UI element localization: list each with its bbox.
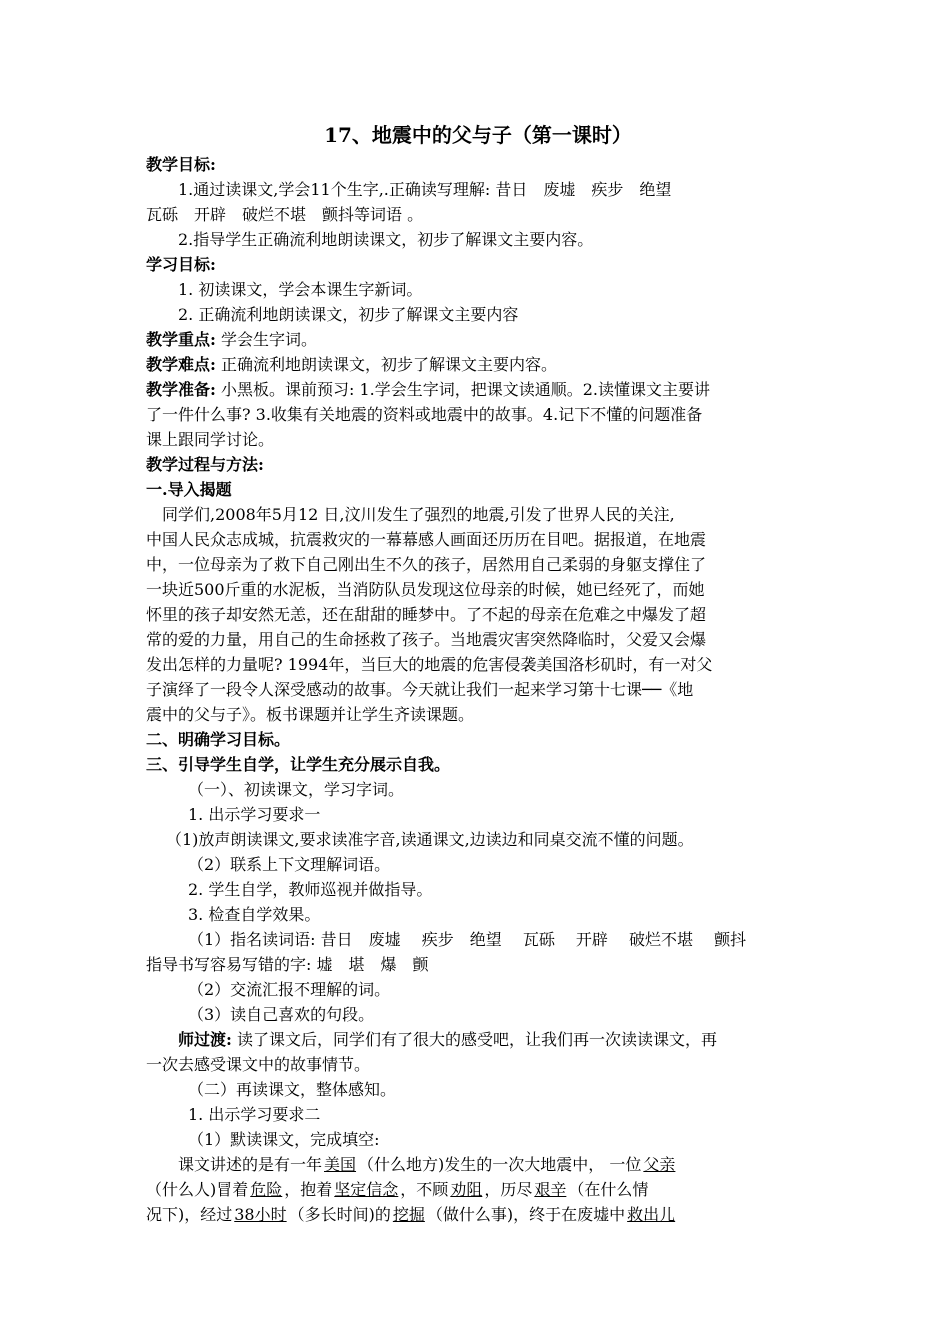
section-2-heading: 二、明确学习目标。: [146, 730, 291, 749]
preparation-line-1: [146, 377, 810, 402]
learning-goal-1: 1. 初读课文，学会本课生字新词。: [178, 280, 423, 299]
fill-answer: 美国: [324, 1155, 357, 1174]
part-1-heading: （一）、初读课文，学习字词。: [188, 780, 405, 799]
fill-line-1: [146, 1152, 810, 1177]
section-1-heading: 一.导入揭题: [146, 480, 232, 499]
goal-2: 2.指导学生正确流利地朗读课文，初步了解课文主要内容。: [178, 230, 594, 249]
intro-line: 震中的父与子》。板书课题并让学生齐读课题。: [146, 705, 475, 724]
fill-text: ，抱着: [284, 1180, 333, 1199]
intro-line: 一块近500斤重的水泥板，当消防队员发现这位母亲的时候，她已经死了，而她: [146, 580, 705, 599]
fill-text: （多长时间)的: [288, 1205, 391, 1224]
preparation-line-2: 了一件什么事? 3.收集有关地震的资料或地震中的故事。4.记下不懂的问题准备: [146, 405, 703, 424]
intro-line: 中，一位母亲为了救下自己刚出生不久的孩子，居然用自己柔弱的身躯支撑住了: [146, 555, 707, 574]
fill-text: ，不顾: [400, 1180, 449, 1199]
fill-line-2: [146, 1177, 810, 1202]
difficult-point: [146, 352, 810, 377]
fill-text: （什么人)冒着: [146, 1180, 249, 1199]
fill-text: 课文讲述的是有一年: [178, 1155, 323, 1174]
transition-label: 师过渡:: [178, 1030, 232, 1049]
preparation-text: 小黑板。课前预习: 1.学会生字词，把课文读通顺。2.读懂课文主要讲: [215, 380, 711, 399]
intro-line: 怀里的孩子却安然无恙，还在甜甜的睡梦中。了不起的母亲在危难之中爆发了超: [146, 605, 707, 624]
key-point-text: 学会生字词。: [215, 330, 318, 349]
difficult-point-text: 正确流利地朗读课文，初步了解课文主要内容。: [215, 355, 558, 374]
fill-text: 况下)，经过: [146, 1205, 233, 1224]
difficult-point-label: 教学难点:: [146, 355, 216, 374]
preparation-line-3: 课上跟同学讨论。: [146, 430, 275, 449]
part-1-step-3-item-3: （3）读自己喜欢的句段。: [188, 1005, 375, 1024]
transition-text: 读了课文后，同学们有了很大的感受吧，让我们再一次读读课文，再: [231, 1030, 718, 1049]
fill-answer: 劝阻: [450, 1180, 483, 1199]
learning-goals-heading: 学习目标:: [146, 255, 216, 274]
page-title: 17、地震中的父与子（第一课时）: [324, 123, 632, 147]
goal-1-line-2: 瓦砾 开辟 破烂不堪 颤抖等词语 。: [146, 205, 424, 224]
process-heading: 教学过程与方法:: [146, 455, 264, 474]
fill-text: （做什么事)，终于在废墟中: [426, 1205, 626, 1224]
fill-answer: 父亲: [643, 1155, 676, 1174]
part-1-step-3-item-2: （2）交流汇报不理解的词。: [188, 980, 391, 999]
intro-line: 发出怎样的力量呢? 1994年，当巨大的地震的危害侵袭美国洛杉矶时，有一对父: [146, 655, 713, 674]
intro-line: 常的爱的力量，用自己的生命拯救了孩子。当地震灾害突然降临时，父爱又会爆: [146, 630, 707, 649]
fill-text: （在什么情: [568, 1180, 649, 1199]
learning-goal-2: 2. 正确流利地朗读课文，初步了解课文主要内容: [178, 305, 519, 324]
transition-line-1: [146, 1027, 810, 1052]
part-1-step-2: 2. 学生自学，教师巡视并做指导。: [188, 880, 433, 899]
intro-line: 中国人民众志成城，抗震救灾的一幕幕感人画面还历历在目吧。据报道，在地震: [146, 530, 707, 549]
document-page: [146, 120, 810, 1227]
part-1-step-1-req-1: （1)放声朗读课文,要求读准字音,读通课文,边读边和同桌交流不懂的问题。: [166, 830, 694, 849]
key-point: [146, 327, 810, 352]
part-2-step-1-req-1: （1）默读课文，完成填空:: [188, 1130, 380, 1149]
fill-answer: 危险: [250, 1180, 283, 1199]
transition-line-2: 一次去感受课文中的故事情节。: [146, 1055, 371, 1074]
intro-line: 子演绎了一段令人深受感动的故事。今天就让我们一起来学习第十七课──《地: [146, 680, 694, 699]
fill-answer: 救出儿: [627, 1205, 676, 1224]
part-1-step-1-req-2: （2）联系上下文理解词语。: [188, 855, 391, 874]
preparation-label: 教学准备:: [146, 380, 216, 399]
fill-answer: 38小时: [234, 1205, 287, 1224]
fill-text: ，历尽: [484, 1180, 533, 1199]
fill-answer: 艰辛: [534, 1180, 567, 1199]
part-1-step-3-item-1: （1）指名读词语: 昔日 废墟 疾步 绝望 瓦砾 开辟 破烂不堪 颤抖: [188, 930, 747, 949]
part-1-step-3-writing: 指导书写容易写错的字: 墟 堪 爆 颤: [146, 955, 429, 974]
section-3-heading: 三、引导学生自学，让学生充分展示自我。: [146, 755, 451, 774]
part-1-step-3: 3. 检查自学效果。: [188, 905, 321, 924]
goal-1-line-1: 1.通过读课文,学会11个生字,.正确读写理解: 昔日 废墟 疾步 绝望: [178, 180, 672, 199]
teaching-goals-heading: 教学目标:: [146, 155, 216, 174]
part-1-step-1: 1. 出示学习要求一: [188, 805, 321, 824]
intro-paragraph: [146, 502, 810, 727]
fill-text: （什么地方)发生的一次大地震中， 一位: [358, 1155, 642, 1174]
fill-line-3: [146, 1202, 810, 1227]
part-2-heading: （二）再读课文，整体感知。: [188, 1080, 397, 1099]
part-2-step-1: 1. 出示学习要求二: [188, 1105, 321, 1124]
fill-answer: 挖掘: [392, 1205, 425, 1224]
fill-answer: 坚定信念: [334, 1180, 399, 1199]
key-point-label: 教学重点:: [146, 330, 216, 349]
intro-line: 同学们,2008年5月12 日,汶川发生了强烈的地震,引发了世界人民的关注,: [146, 505, 675, 524]
